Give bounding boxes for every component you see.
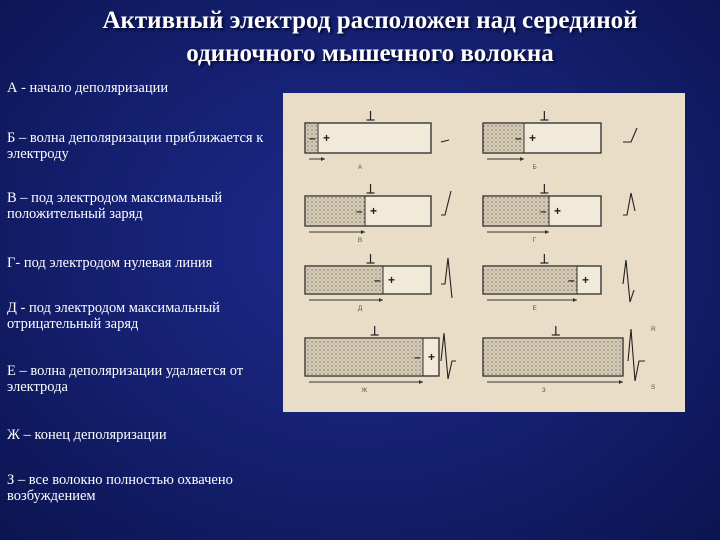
ecg-trace [623,193,635,215]
arrow-head [520,157,524,161]
depolarized-region [305,338,423,376]
panel-label: Г [532,237,537,244]
minus-sign: – [356,204,363,218]
ecg-trace [441,333,456,379]
panel-label: А [357,164,363,171]
list-item-z: З – все волокно полностью охвачено возбуждением [7,472,233,504]
plus-sign: + [388,273,396,287]
fiber-diagram-svg [283,93,685,412]
arrow-head [321,157,325,161]
plus-sign: + [554,204,562,218]
arrow-head [545,230,549,234]
ecg-trace [441,258,452,298]
plus-sign: + [529,131,537,145]
plus-sign: + [370,204,378,218]
panel-label: Д [357,305,363,312]
arrow-head [419,380,423,384]
plus-sign: + [323,131,331,145]
minus-sign: – [414,350,421,364]
list-item-zh: Ж – конец деполяризации [7,427,167,443]
arrow-head [619,380,623,384]
panel-label: З [541,387,546,394]
list-item-e: Е – волна деполяризации удаляется от электрода [7,363,244,395]
panel-label: В [357,237,363,244]
panel-label: Е [532,305,537,312]
ecg-trace [441,140,449,142]
list-item-v: В – под электродом максимальный положительный заряд [7,190,223,222]
depolarized-region [483,338,623,376]
arrow-head [573,298,577,302]
arrow-head [361,230,365,234]
slide-title [20,4,720,70]
ecg-trace [623,260,634,302]
minus-sign: – [374,273,381,287]
fiber-diagram [283,93,685,412]
list-item-d: Д - под электродом максимальный отрицательный заряд [7,300,220,332]
list-item-b: Б – волна деполяризации приближается к электроду [7,130,264,162]
minus-sign: – [540,204,547,218]
ecg-trace [628,329,645,381]
panel-label: Б [532,164,537,171]
minus-sign: – [515,131,522,145]
ecg-trace [623,128,637,142]
r-wave-label: R [651,326,656,333]
minus-sign: – [309,131,316,145]
panel-label: Ж [361,387,368,394]
minus-sign: – [568,273,575,287]
ecg-trace [441,191,451,215]
list-item-g: Г- под электродом нулевая линия [7,255,213,271]
depolarized-region [305,266,383,294]
plus-sign: + [428,350,436,364]
title-line-2: одиночного мышечного волокна [186,40,554,67]
depolarized-region [483,266,577,294]
arrow-head [379,298,383,302]
title-line-1: Активный электрод расположен над серединой [102,7,638,34]
list-item-a: А - начало деполяризации [7,80,169,96]
s-wave-label: S [651,384,656,391]
plus-sign: + [582,273,590,287]
